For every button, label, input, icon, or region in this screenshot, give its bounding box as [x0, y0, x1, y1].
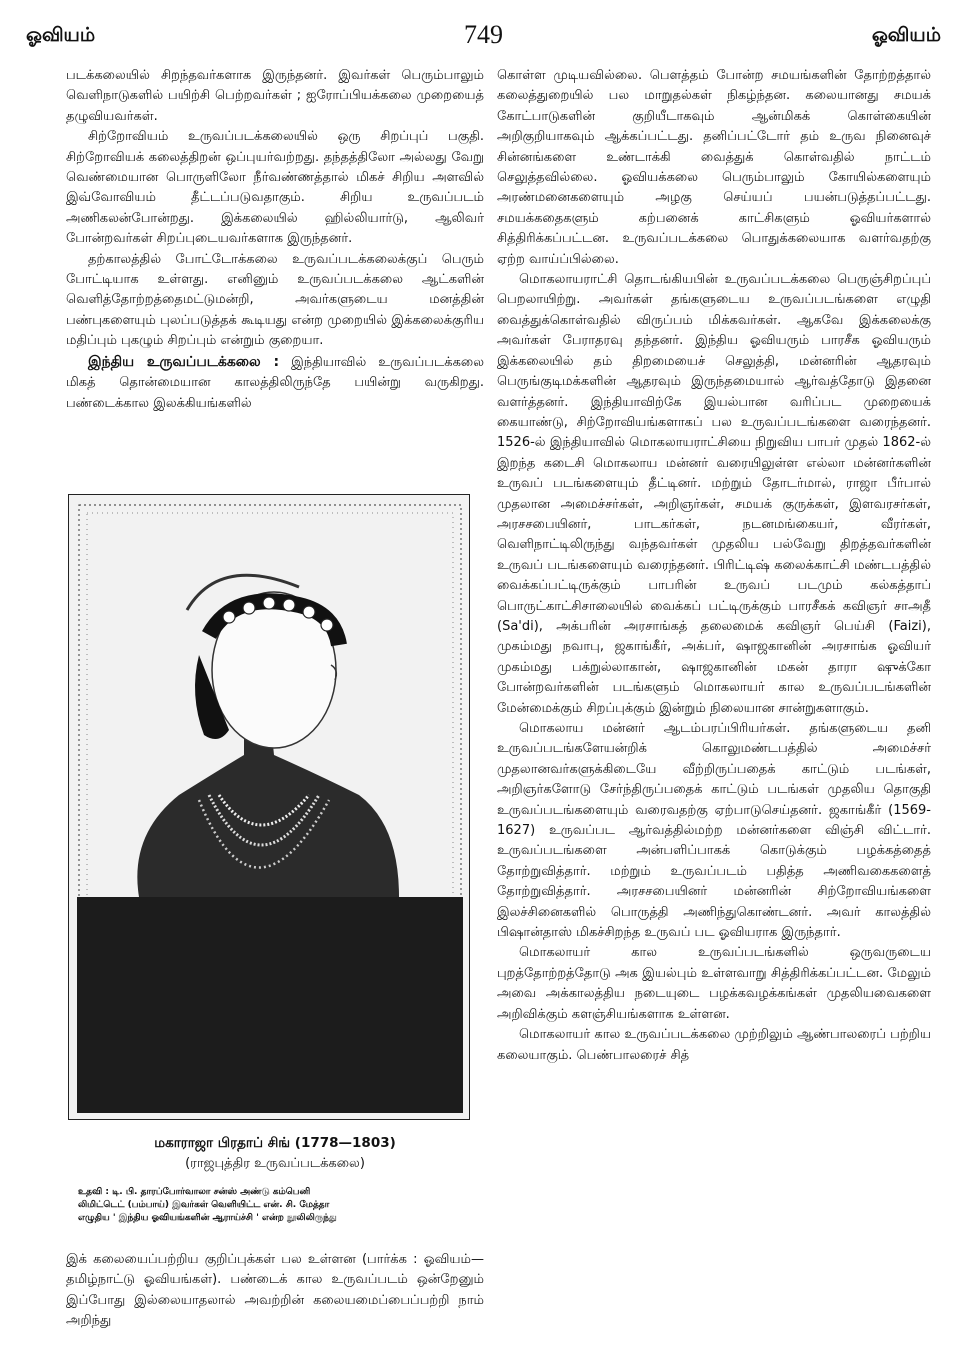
paragraph: மொகலாய மன்னர் ஆடம்பரப்பிரியர்கள். தங்களுடைய தனி உருவப்படங்களேயன்றிக் கொலுமண்டபத்தில் அமைச்சர் முதலானவர்களுக்கிடையே வீற்றிருப்பதைக் காட்டும் படங்கள், அறிஞர்களோடு சேர்ந்திருப்பதைக் காட்டும் படங்கள் முதலிய தொகுதி உருவப்படங்களையும் வரைவதற்கு ஏற்பாடுசெய்தனர். ஜகாங்கீர் (1569-1627) உருவப்பட ஆர்வத்தில்மற்ற மன்னர்களை விஞ்சி விட்டார். உருவப்படங்களை அன்பளிப்பாகக் கொடுக்கும் பழக்கத்தைத் தோற்றுவித்தார். மற்றும் உருவப்படம் பதித்த அணிவகைகளைத் தோற்றுவித்தார். அரசசபையினர் மன்னரின் சிற்றோவியங்களை இலச்சினைகளில் பொருத்தி அணிந்துகொண்டனர். அவர் காலத்தில் பிஷான்தாஸ் மிகச்சிறந்த உருவப் பட ஓவியராக இருந்தார்.	[497, 721, 931, 941]
left-column-bottom	[66, 1250, 484, 1332]
credit-line: உதவி : டி. பி. தாரப்போர்வாலா சன்ஸ் அண்டு கம்பெனி	[78, 1187, 311, 1197]
paragraph: சிற்றோவியம் உருவப்படக்கலையில் ஒரு சிறப்புப் பகுதி. சிற்றோவியக் கலைத்திறன் ஒப்புயர்வற்றது. தந்தத்திலோ அல்லது வேறு வெண்மையான பொருளிலோ நீர்வண்ணத்தால் மிகச் சிறிய அளவில் இவ்வோவியம் தீட்டப்படுவதாகும். சிறிய உருவப்படம் அணிகலன்போன்றது. இக்கலையில் ஹில்லியார்டு, ஆலிவர் போன்றவர்கள் சிறப்புடையவர்களாக இருந்தனர்.	[66, 129, 484, 247]
page-header	[0, 20, 967, 60]
paragraph: கொள்ள முடியவில்லை. பௌத்தம் போன்ற சமயங்களின் தோற்றத்தால் கலைத்துறையில் பல மாறுதல்கள் நிகழ்ந்தன. கலையானது சமயக் கோட்பாடுகளின் குறியீடாகவும் ஆன்மிகக் கொள்கையின் அறிகுறியாகவும் ஆக்கப்பட்டது. தனிப்பட்டோர் தம் உருவ நினைவுச் சின்னங்களை உண்டாக்கி வைத்துக் கொள்வதில் நாட்டம் செலுத்தவில்லை. ஓவியக்கலை பெரும்பாலும் கோயில்களையும் அரண்மனைகளையும் அழகு செய்யப் பயன்படுத்தப்பட்டது. சமயக்கதைகளும் கற்பனைக் காட்சிகளும் ஓவியர்களால் சித்திரிக்கப்பட்டன. உருவப்படக்கலை பொதுக்கலையாக வளர்வதற்கு ஏற்ற வாய்ப்பில்லை.	[497, 68, 931, 267]
paragraph: படக்கலையில் சிறந்தவர்களாக இருந்தனர். இவர்கள் பெரும்பாலும் வெளிநாடுகளில் பயிற்சி பெற்றவர்கள் ; ஐரோப்பியக்கலை முறையைத் தழுவியவர்கள்.	[66, 68, 484, 124]
caption-title: மகாராஜா பிரதாப் சிங் (1778—1803)	[154, 1135, 396, 1151]
paragraph: மொகலாயர் கால உருவப்படக்கலை முற்றிலும் ஆண்பாலரைப் பற்றிய கலையாகும். பெண்பாலரைச் சித்	[497, 1027, 931, 1063]
left-column-top	[66, 66, 484, 414]
portrait-figure	[68, 494, 470, 1120]
section-text: இந்தியாவில் உருவப்படக்கலை மிகத் தொன்மையான காலத்திலிருந்தே பயின்று வருகிறது. பண்டைக்கால இலக்கியங்களில்	[66, 354, 484, 411]
paragraph: மொகலாயர் கால உருவப்படங்களில் ஒருவருடைய புறத்தோற்றத்தோடு அக இயல்பும் உள்ளவாறு சித்திரிக்கப்பட்டன. மேலும் அவை அக்காலத்திய நடையுடை பழக்கவழக்கங்கள் முதலியவைகளை அறிவிக்கும் களஞ்சியங்களாக உள்ளன.	[497, 945, 931, 1022]
section-paragraph-india	[66, 352, 484, 414]
caption-subtitle: (ராஜபுத்திர உருவப்படக்கலை)	[185, 1156, 365, 1171]
paragraph: இக் கலையைப்பற்றிய குறிப்புக்கள் பல உள்ளன (பார்க்க : ஓவியம்—தமிழ்நாட்டு ஓவியங்கள்). பண்டைக் கால உருவப்படம் ஒன்றேனும் இப்போது இல்லையாதலால் அவற்றின் கலையமைப்பைப்பற்றி நாம் அறிந்து	[66, 1252, 484, 1329]
running-head-left: ஓவியம்	[26, 24, 96, 46]
running-head-right: ஓவியம்	[871, 24, 941, 46]
paragraph: மொகலாயராட்சி தொடங்கியபின் உருவப்படக்கலை பெருஞ்சிறப்புப் பெறலாயிற்று. அவர்கள் தங்களுடைய உருவப்படங்களை எழுதி வைத்துக்கொள்வதில் விருப்பம் மிக்கவர்கள். ஆகவே இக்கலைக்கு அவர்கள் பேராதரவு தந்தனர். இந்திய ஓவியரும் பாரசீக ஓவியரும் இக்கலையில் தம் திறமையைச் செலுத்தி, மன்னரின் ஆதரவும் பெருங்குடிமக்களின் ஆதரவும் இருந்தமையால் ஆர்வத்தோடு இதனை வளர்த்தனர். இந்தியாவிற்கே இயல்பான வரிப்பட முறையைக் கையாண்டு, சிற்றோவியங்களாகப் பல உருவப்படங்களை வரைந்தனர். 1526-ல் இந்தியாவில் மொகலாயராட்சியை நிறுவிய பாபர் முதல் 1862-ல் இறந்த கடைசி மொகலாய மன்னர் வரையிலுள்ள எல்லா மன்னர்களின் உருவப் படங்களையும் தீட்டினர். மற்றும் தோடர்மால், ராஜா பீர்பால் முதலான அமைச்சர்கள், அறிஞர்கள், சமயக் குருக்கள், இளவரசர்கள், அரசசபையினர், பாடகர்கள், நடனமங்கையர், வீரர்கள், வெளிநாட்டிலிருந்து வந்தவர்கள் முதலிய பல்வேறு திறத்தவர்களின் உருவப் படங்களையும் வரைந்தனர். பிரிட்டிஷ் கலைக்காட்சி மண்டபத்தில் வைக்கப்பட்டிருக்கும் பாபரின் உருவப் படமும் கல்கத்தாப் பொருட்காட்சிசாலையில் வைக்கப் பட்டிருக்கும் பாரசீகக் கவிஞர் சாஅதீ (Sa'di), அக்பரின் அரசாங்கத் தலைமைக் கவிஞர் பெய்சி (Faizi), முகம்மது நவாபு, ஜகாங்கீர், அக்பர், ஷாஜகானின் அரசாங்க ஓவியர் முகம்மது பக்றுல்லாகான், ஷாஜகானின் மகன் தாரா ஷுக்கோ போன்றவர்களின் படங்களும் மொகலாயர் கால உருவப்படங்களின் மேன்மைக்கும் சிறப்புக்கும் இன்றும் நிலையான சான்றுகளாகும்.	[497, 272, 931, 716]
right-column	[497, 66, 931, 1066]
paragraph: தற்காலத்தில் போட்டோக்கலை உருவப்படக்கலைக்குப் பெரும் போட்டியாக உள்ளது. எனினும் உருவப்படக்கலை ஆட்களின் வெளித்தோற்றத்தைமட்டுமன்றி, அவர்களுடைய மனத்தின் பண்புகளையும் புலப்படுத்தக் கூடியது என்ற முறையில் இக்கலைக்குரிய மதிப்பும் புகழும் சிறப்பும் என்றும் குறையா.	[66, 251, 484, 349]
figure-caption	[66, 1132, 484, 1174]
figure-credit	[78, 1186, 476, 1225]
page-number: 749	[464, 20, 503, 49]
credit-line: லிமிட்டெட் (பம்பாய்) இவர்கள் வெளியிட்ட என். சி. மேத்தா	[78, 1200, 330, 1210]
section-heading: இந்திய உருவப்படக்கலை :	[88, 353, 280, 370]
credit-line: எழுதிய ' இந்திய ஓவியங்களின் ஆராய்ச்சி ' என்ற நூலிலிருந்து	[78, 1213, 337, 1223]
portrait-illustration	[69, 495, 470, 1120]
